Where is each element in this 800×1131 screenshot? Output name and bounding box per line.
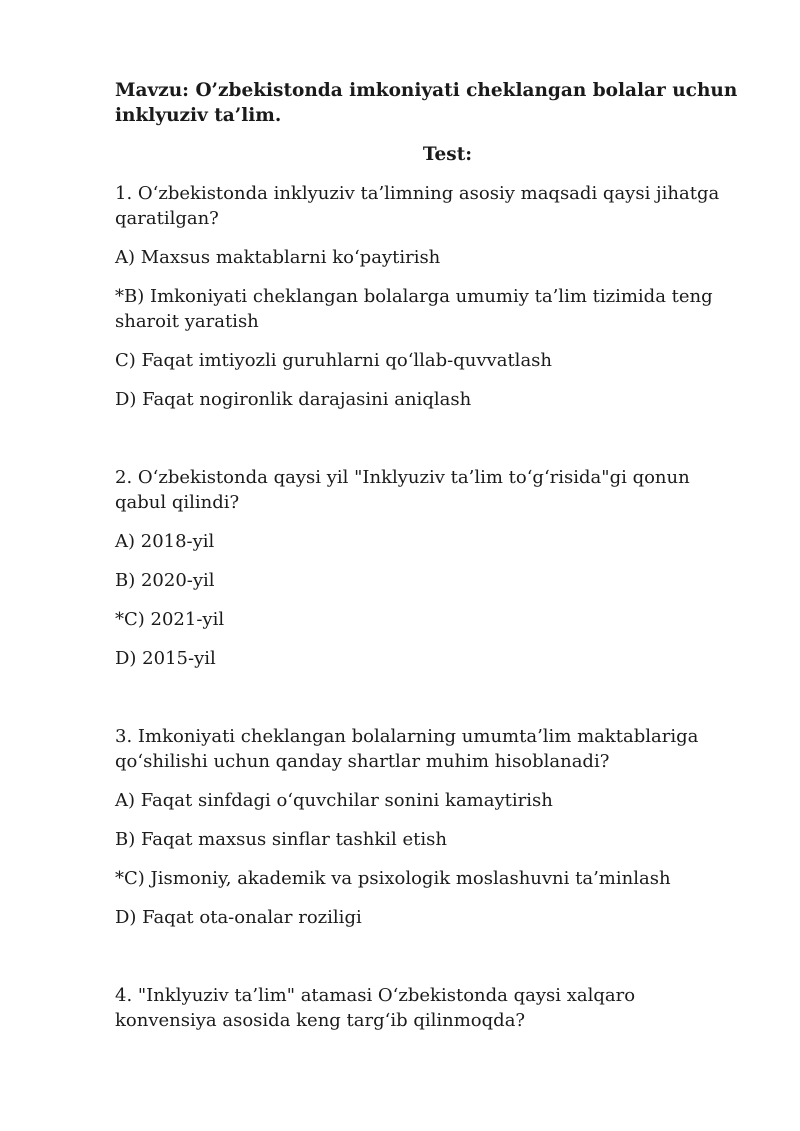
answer-option: B) 2020-yil [115, 570, 215, 591]
document-page [115, 78, 740, 1033]
answer-option-correct: *B) Imkoniyati cheklangan bolalarga umumiy ta’lim tizimida teng sharoit yaratish [115, 286, 713, 332]
document-subtitle: Test: [422, 144, 473, 165]
question-block [115, 983, 740, 1033]
answer-option-correct: *C) Jismoniy, akademik va psixologik moslashuvni ta’minlash [115, 868, 671, 889]
answer-option: C) Faqat imtiyozli guruhlarni qo‘llab-quvvatlash [115, 350, 553, 371]
answer-option: D) 2015-yil [115, 648, 216, 669]
question-block [115, 465, 740, 671]
document-title: Mavzu: O’zbekistonda imkoniyati cheklangan bolalar uchun inklyuziv ta’lim. [115, 80, 738, 126]
question-text: 2. O‘zbekistonda qaysi yil "Inklyuziv ta’lim to‘g‘risida"gi qonun qabul qilindi? [115, 467, 690, 513]
answer-option: D) Faqat ota-onalar roziligi [115, 907, 362, 928]
answer-option: B) Faqat maxsus sinflar tashkil etish [115, 829, 447, 850]
answer-option: D) Faqat nogironlik darajasini aniqlash [115, 389, 472, 410]
question-block [115, 724, 740, 930]
answer-option-correct: *C) 2021-yil [115, 609, 225, 630]
answer-option: A) Maxsus maktablarni ko‘paytirish [115, 247, 441, 268]
question-text: 1. O‘zbekistonda inklyuziv ta’limning asosiy maqsadi qaysi jihatga qaratilgan? [115, 183, 720, 229]
question-text: 3. Imkoniyati cheklangan bolalarning umumta’lim maktablariga qo‘shilishi uchun qanday shartlar muhim hisoblanadi? [115, 726, 699, 772]
question-text: 4. "Inklyuziv ta’lim" atamasi O‘zbekistonda qaysi xalqaro konvensiya asosida keng targ‘ib qilinmoqda? [115, 985, 636, 1031]
answer-option: A) Faqat sinfdagi o‘quvchilar sonini kamaytirish [115, 790, 553, 811]
question-block [115, 181, 740, 412]
answer-option: A) 2018-yil [115, 531, 215, 552]
